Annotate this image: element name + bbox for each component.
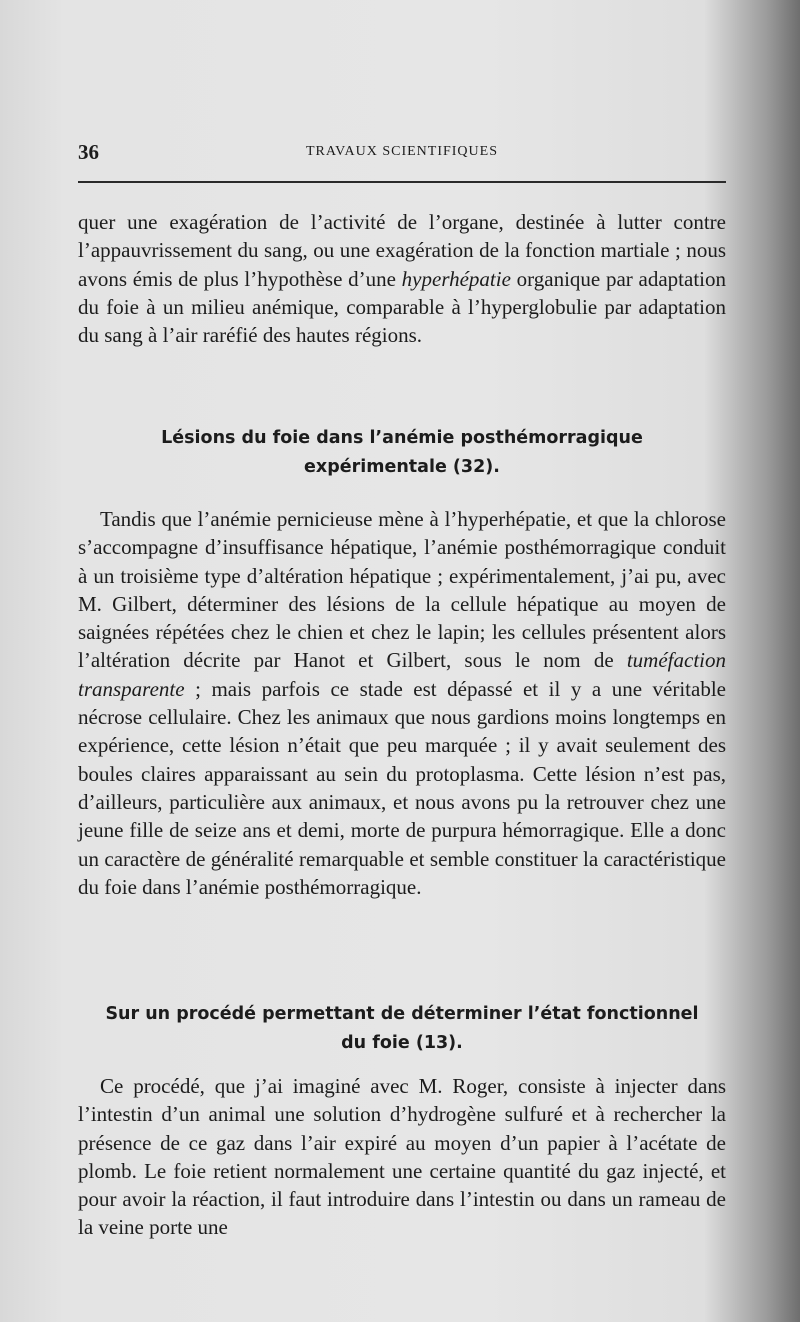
section-heading-lesions xyxy=(78,424,726,482)
paragraph-text: ; mais parfois ce stade est dépassé et il y a une véritable nécrose cellulaire. Chez les animaux que nous gardions moins longtemps en expérience, cette lésion n’était que peu marquée ; il y avait seulement des boules claires apparaissant au sein du protoplasma. Cette lésion n’est pas, d’ailleurs, particulière aux animaux, et nous avons pu la retrouver chez une jeune fille de seize ans et demi, morte de purpura hémorragique. Elle a donc un caractère de généralité remarquable et semble constituer la caractéristique du foie dans l’anémie posthémorragique. xyxy=(78,676,726,899)
paragraph-procede: Ce procédé, que j’ai imaginé avec M. Roger, consiste à injecter dans l’intestin d’un animal une solution d’hydrogène sulfuré et à rechercher la présence de ce gaz dans l’air expiré au moyen d’un papier à l’acétate de plomb. Le foie retient normalement une certaine quantité du gaz injecté, et pour avoir la réaction, il faut introduire dans l’intestin ou dans un rameau de la veine porte une xyxy=(78,1074,726,1240)
italic-term: tuméfaction transparente xyxy=(78,648,726,701)
heading-line: Lésions du foie dans l’anémie posthémorragique xyxy=(161,428,643,448)
paragraph-continuation xyxy=(78,208,726,349)
paragraph-lesions xyxy=(78,505,726,901)
heading-line: expérimentale (32). xyxy=(304,457,500,477)
heading-line: du foie (13). xyxy=(341,1033,463,1053)
section-heading-procede xyxy=(78,1000,726,1058)
paragraph-text: Tandis que l’anémie pernicieuse mène à l’hyperhépatie, et que la chlorose s’accompagne d’insuffisance hépatique, l’anémie posthémorragique conduit à un troisième type d’altération hépatique ; expérimentalement, j’ai pu, avec M. Gilbert, déterminer des lésions de la cellule hépatique au moyen de saignées répétées chez le chien et chez le lapin; les cellules présentent alors l’altération décrite par Hanot et Gilbert, sous le nom de xyxy=(78,507,726,673)
paragraph-text: organique par adaptation du foie à un milieu anémique, comparable à l’hyperglobulie par adaptation du sang à l’air raréfié des hautes régions. xyxy=(78,266,726,348)
page-header xyxy=(78,140,726,170)
header-rule xyxy=(78,181,726,183)
italic-term: hyperhépatie xyxy=(401,266,511,291)
heading-line: Sur un procédé permettant de déterminer l’état fonctionnel xyxy=(105,1004,699,1024)
paragraph-text: quer une exagération de l’activité de l’organe, destinée à lutter contre l’appauvrissement du sang, ou une exagération de la fonction martiale ; nous avons émis de plus l’hypothèse d’une xyxy=(78,210,726,291)
page-number: 36 xyxy=(78,140,99,164)
running-title: TRAVAUX SCIENTIFIQUES xyxy=(305,144,498,159)
